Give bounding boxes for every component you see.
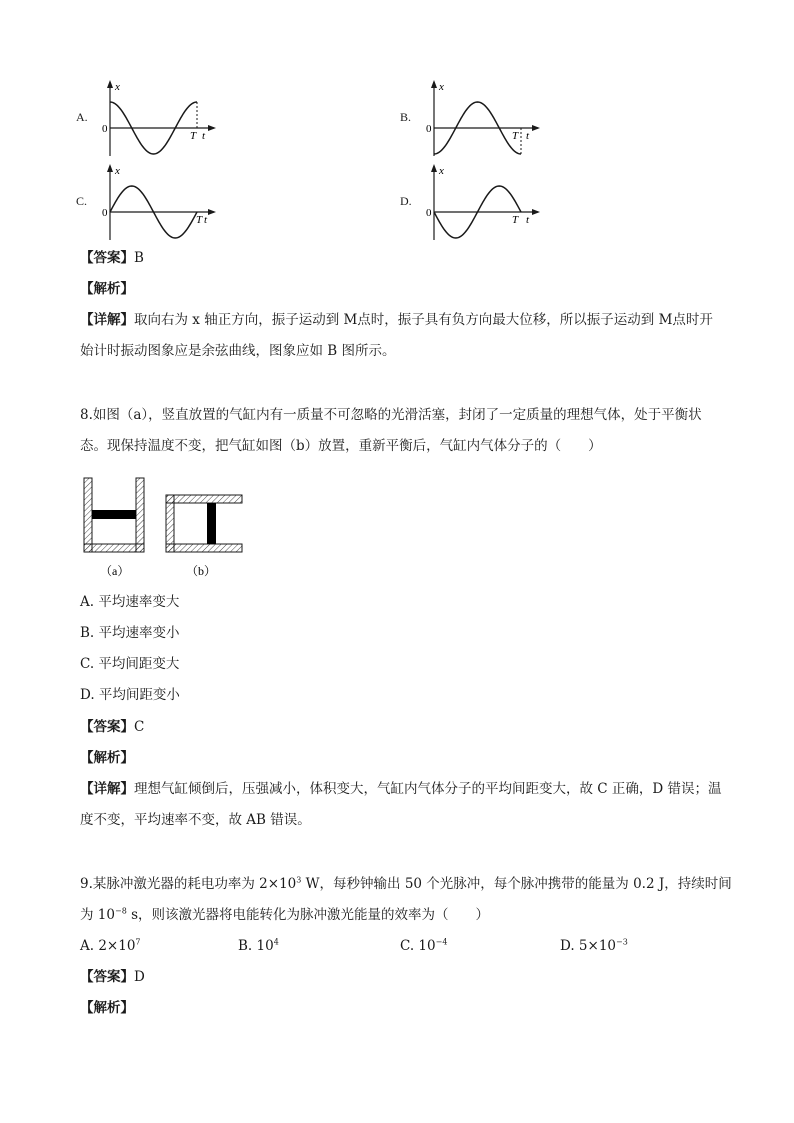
arrow-up-icon — [431, 164, 437, 172]
t-axis-label: t — [526, 130, 530, 142]
q7-detail-line1 — [80, 310, 713, 330]
option-sup: 7 — [135, 937, 141, 947]
detail-label: 【详解】 — [80, 781, 134, 797]
q7-detail-line2: 始计时振动图象应是余弦曲线，图象应如 B 图所示。 — [80, 343, 396, 359]
q8-option-d: D. 平均间距变小 — [80, 687, 180, 703]
x-axis-label: x — [439, 81, 444, 93]
answer-value: B — [134, 250, 144, 266]
q8-answer — [80, 717, 144, 737]
cylinder-a — [84, 478, 144, 552]
q9-stem-part: s，则该激光器将电能转化为脉冲激光能量的效率为（ ） — [126, 907, 489, 923]
q9-stem-part: 9.某脉冲激光器的耗电功率为 2×10 — [80, 876, 297, 892]
period-label: T — [512, 214, 519, 226]
answer-label: 【答案】 — [80, 969, 134, 985]
q8-detail-line2: 度不变，平均速率不变，故 AB 错误。 — [80, 812, 311, 828]
option-sup: −4 — [435, 937, 448, 947]
detail-text: 理想气缸倾倒后，压强减小，体积变大，气缸内气体分子的平均间距变大，故 C 正确，D 错误；温 — [134, 781, 722, 797]
graph-a — [90, 78, 230, 158]
graph-c — [90, 162, 230, 242]
detail-text: 取向右为 x 轴正方向，振子运动到 M点时，振子具有负方向最大位移，所以振子运动到 M点时开 — [134, 312, 713, 328]
q9-stem-line2 — [80, 905, 489, 925]
arrow-up-icon — [107, 80, 113, 88]
arrow-up-icon — [107, 164, 113, 172]
q9-option-c — [400, 936, 447, 956]
graph-d — [414, 162, 554, 242]
option-text: B. 10 — [238, 938, 274, 954]
q9-analysis-label: 【解析】 — [80, 1000, 134, 1016]
option-text: D. 5×10 — [560, 938, 617, 954]
q7-answer — [80, 248, 144, 268]
q9-stem-line1 — [80, 874, 732, 894]
q7-analysis-label: 【解析】 — [80, 281, 134, 297]
piston-a — [92, 510, 136, 519]
q9-stem-sup: −8 — [114, 906, 127, 916]
option-c-label: C. — [76, 194, 88, 208]
q9-option-b — [238, 936, 279, 956]
arrow-right-icon — [532, 209, 540, 215]
period-label: T — [190, 130, 197, 142]
q9-stem-part: W，每秒钟输出 50 个光脉冲，每个脉冲携带的能量为 0.2 J，持续时间 — [301, 876, 732, 892]
answer-value: D — [134, 969, 145, 985]
period-label: T — [512, 130, 519, 142]
q8-option-a: A. 平均速率变大 — [80, 594, 180, 610]
x-axis-label: x — [115, 81, 120, 93]
answer-value: C — [134, 719, 145, 735]
cylinder-figure — [80, 470, 260, 585]
q9-option-a — [80, 936, 141, 956]
arrow-up-icon — [431, 80, 437, 88]
arrow-right-icon — [532, 125, 540, 131]
zero-label: 0 — [426, 123, 432, 135]
q9-stem-part: 为 10 — [80, 907, 115, 923]
q8-option-b: B. 平均速率变小 — [80, 625, 180, 641]
t-axis-label: t — [526, 214, 530, 226]
option-a-label: A. — [76, 110, 88, 124]
arrow-right-icon — [208, 125, 216, 131]
fig-a-label: （a） — [100, 564, 130, 578]
zero-label: 0 — [426, 207, 432, 219]
q8-analysis-label: 【解析】 — [80, 750, 134, 766]
zero-label: 0 — [102, 207, 108, 219]
option-b-label: B. — [400, 110, 412, 124]
fig-b-label: （b） — [186, 564, 217, 578]
zero-label: 0 — [102, 123, 108, 135]
option-sup: −3 — [616, 937, 628, 947]
arrow-right-icon — [208, 209, 216, 215]
option-sup: 4 — [273, 937, 279, 947]
q9-stem-sup: 3 — [296, 875, 302, 885]
answer-label: 【答案】 — [80, 719, 134, 735]
q9-option-d — [560, 936, 628, 956]
option-text: C. 10 — [400, 938, 436, 954]
x-axis-label: x — [439, 165, 444, 177]
x-axis-label: x — [115, 165, 120, 177]
piston-b — [207, 503, 216, 544]
detail-label: 【详解】 — [80, 312, 134, 328]
q8-stem-line2: 态。现保持温度不变，把气缸如图（b）放置，重新平衡后，气缸内气体分子的（ ） — [80, 438, 602, 454]
t-axis-label: t — [202, 130, 206, 142]
q8-detail-line1 — [80, 779, 722, 799]
option-text: A. 2×10 — [80, 938, 136, 954]
cylinder-b — [166, 495, 242, 552]
period-label: T — [196, 214, 203, 226]
answer-label: 【答案】 — [80, 250, 134, 266]
q9-answer — [80, 967, 145, 987]
t-axis-label: t — [204, 214, 208, 226]
option-d-label: D. — [400, 194, 412, 208]
q8-option-c: C. 平均间距变大 — [80, 656, 180, 672]
graph-b — [414, 78, 554, 158]
q8-stem-line1: 8.如图（a），竖直放置的气缸内有一质量不可忽略的光滑活塞，封闭了一定质量的理想气体，处于平衡状 — [80, 407, 702, 423]
